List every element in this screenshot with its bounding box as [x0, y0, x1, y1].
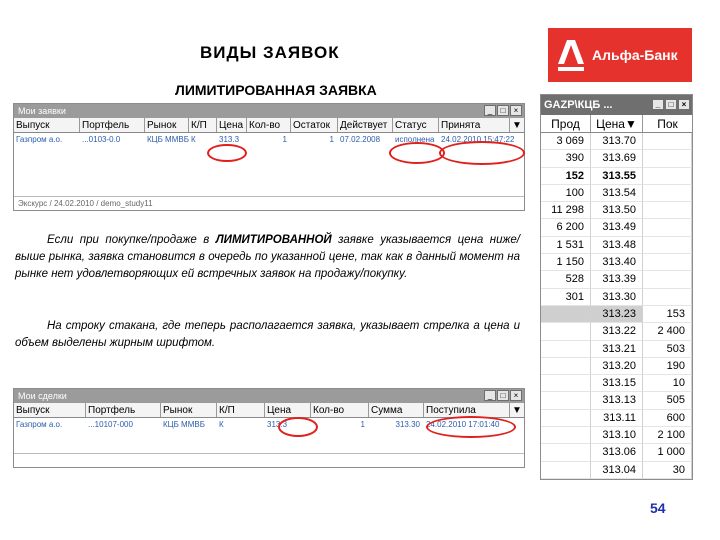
order-book-row[interactable] — [541, 150, 692, 167]
trades-statusbar — [14, 453, 524, 467]
maximize-button[interactable]: □ — [497, 105, 509, 116]
order-book-cell-sell: 6 200 — [541, 219, 591, 236]
close-button[interactable]: × — [678, 99, 690, 110]
orders-statusbar: Экскурс / 24.02.2010 / demo_study11 — [14, 196, 524, 210]
page-number: 54 — [650, 500, 666, 516]
minimize-button[interactable]: _ — [484, 105, 496, 116]
col-header[interactable]: К/П — [217, 403, 265, 417]
order-book-row[interactable] — [541, 133, 692, 150]
cell-time: 24.02.2010 17:01:40 — [426, 420, 500, 429]
maximize-button[interactable]: □ — [665, 99, 677, 110]
highlight-ring — [439, 141, 525, 165]
order-book-cell-sell: 1 531 — [541, 237, 591, 254]
col-header[interactable]: Цена — [265, 403, 311, 417]
order-book-cell-sell: 1 150 — [541, 254, 591, 271]
order-book-row[interactable] — [541, 410, 692, 427]
order-book-cell-buy — [643, 150, 692, 167]
order-book-cell-sell: 528 — [541, 271, 591, 288]
order-book-cell-price: 313.40 — [591, 254, 643, 271]
cell: 07.02.2008 — [340, 135, 381, 144]
order-book-cell-buy: 190 — [643, 358, 692, 375]
cell-status: исполнена — [395, 135, 435, 144]
order-book-cell-sell — [541, 306, 591, 323]
orders-window-titlebar[interactable] — [14, 104, 524, 118]
order-book-row[interactable] — [541, 168, 692, 185]
col-header[interactable]: Рынок — [145, 118, 189, 132]
order-book-cell-price: 313.55 — [591, 168, 643, 185]
order-book-cell-sell — [541, 410, 591, 427]
alfa-bank-logo — [548, 28, 692, 82]
col-header-buy[interactable]: Пок — [657, 117, 678, 131]
order-book-row[interactable] — [541, 306, 692, 323]
order-book-rows — [541, 133, 692, 479]
order-book-cell-price: 313.22 — [591, 323, 643, 340]
order-book-cell-buy: 1 000 — [643, 444, 692, 461]
order-book-cell-buy — [643, 168, 692, 185]
col-header[interactable]: Поступила — [424, 403, 510, 417]
col-header[interactable]: Кол-во — [247, 118, 291, 132]
cell: К — [191, 135, 196, 144]
col-header[interactable]: Выпуск — [14, 118, 80, 132]
order-book-cell-buy: 153 — [643, 306, 692, 323]
order-book-row[interactable] — [541, 462, 692, 479]
cell: 1 — [360, 420, 365, 429]
order-book-row[interactable] — [541, 219, 692, 236]
order-book-cell-sell: 100 — [541, 185, 591, 202]
filter-icon[interactable]: ▼ — [512, 120, 522, 131]
close-button[interactable]: × — [510, 105, 522, 116]
highlight-ring — [278, 417, 318, 437]
col-header-sell[interactable]: Прод — [541, 115, 591, 132]
order-book-row[interactable] — [541, 444, 692, 461]
order-book-cell-buy: 2 400 — [643, 323, 692, 340]
order-book-cell-price: 313.15 — [591, 375, 643, 392]
order-book-row[interactable] — [541, 358, 692, 375]
cell: 313.30 — [395, 420, 420, 429]
cell: 1 — [282, 135, 287, 144]
order-book-cell-sell — [541, 427, 591, 444]
cell: КЦБ ММВБ — [163, 420, 205, 429]
cell: ...0103-0.0 — [82, 135, 121, 144]
col-header[interactable]: Кол-во — [311, 403, 369, 417]
cell-price: 313.3 — [267, 420, 288, 429]
col-header[interactable]: Принята — [439, 118, 510, 132]
col-header[interactable]: Действует — [338, 118, 393, 132]
col-header[interactable]: Портфель — [86, 403, 161, 417]
order-book-cell-buy — [643, 202, 692, 219]
order-book-cell-price: 313.49 — [591, 219, 643, 236]
close-button[interactable]: × — [510, 390, 522, 401]
order-book-cell-buy — [643, 219, 692, 236]
order-book-cell-price: 313.23 — [591, 306, 643, 323]
order-book-cell-sell: 152 — [541, 168, 591, 185]
col-header[interactable]: Сумма — [369, 403, 424, 417]
order-book-cell-price: 313.04 — [591, 462, 643, 479]
table-row[interactable] — [14, 133, 524, 146]
order-book-cell-price: 313.30 — [591, 289, 643, 306]
order-book-row[interactable] — [541, 341, 692, 358]
alfa-a-icon — [556, 38, 586, 72]
order-book-cell-price: 313.11 — [591, 410, 643, 427]
order-book-cell-price: 313.39 — [591, 271, 643, 288]
orders-window[interactable] — [13, 103, 525, 211]
order-book-cell-price: 313.48 — [591, 237, 643, 254]
trades-header — [14, 403, 524, 418]
cell: Газпром а.о. — [16, 135, 63, 144]
order-book-row[interactable] — [541, 185, 692, 202]
highlight-ring — [207, 144, 247, 162]
order-book-cell-buy — [643, 237, 692, 254]
cell: 1 — [329, 135, 334, 144]
order-book-cell-sell — [541, 462, 591, 479]
order-book-cell-sell: 11 298 — [541, 202, 591, 219]
order-book-cell-buy: 10 — [643, 375, 692, 392]
order-book-window[interactable] — [540, 94, 693, 480]
order-book-cell-price: 313.70 — [591, 133, 643, 150]
order-book-header — [541, 115, 692, 133]
cell: ...10107-000 — [88, 420, 133, 429]
orders-window-title: Мои заявки — [18, 106, 66, 116]
order-book-cell-buy — [643, 185, 692, 202]
order-book-cell-sell — [541, 392, 591, 409]
maximize-button[interactable]: □ — [497, 390, 509, 401]
order-book-cell-sell — [541, 444, 591, 461]
order-book-cell-price: 313.10 — [591, 427, 643, 444]
order-book-cell-buy: 503 — [643, 341, 692, 358]
text: заявке указывается цена ниже/выше рынка, заявка становится в очередь по указанной цене, так как в данный момент на рынке нет удовлетворяющих ей встречных заявок на продажу/покупку. — [15, 234, 520, 280]
col-header[interactable]: Выпуск — [14, 403, 86, 417]
minimize-button[interactable]: _ — [484, 390, 496, 401]
order-book-row[interactable] — [541, 392, 692, 409]
order-book-titlebar[interactable] — [541, 95, 692, 115]
order-book-row[interactable] — [541, 254, 692, 271]
cell-time: 24.02.2010 15:47:22 — [441, 135, 515, 144]
col-header[interactable]: Остаток — [291, 118, 338, 132]
order-book-cell-price: 313.20 — [591, 358, 643, 375]
order-book-row[interactable] — [541, 323, 692, 340]
col-header-price-label: Цена — [596, 117, 625, 131]
order-book-row[interactable] — [541, 271, 692, 288]
order-book-cell-sell — [541, 323, 591, 340]
orders-header — [14, 118, 524, 133]
highlight-ring — [426, 416, 516, 438]
order-book-cell-sell — [541, 375, 591, 392]
paragraph-1 — [15, 232, 520, 283]
filter-icon[interactable]: ▼ — [512, 405, 522, 416]
order-book-cell-sell: 390 — [541, 150, 591, 167]
slide-title: ВИДЫ ЗАЯВОК — [200, 43, 340, 62]
paragraph-2: На строку стакана, где теперь располагается заявка, указывает стрелка а цена и объем выделены жирным шрифтом. — [15, 320, 520, 349]
order-book-row[interactable] — [541, 375, 692, 392]
sort-arrow-icon: ▼ — [624, 117, 637, 131]
order-book-cell-buy: 600 — [643, 410, 692, 427]
col-header-price[interactable] — [591, 115, 643, 132]
order-book-cell-buy: 505 — [643, 392, 692, 409]
order-book-cell-price: 313.06 — [591, 444, 643, 461]
col-header[interactable]: Статус — [393, 118, 439, 132]
col-header[interactable]: Портфель — [80, 118, 145, 132]
cell: КЦБ ММВБ — [147, 135, 189, 144]
order-book-cell-buy — [643, 133, 692, 150]
order-book-cell-price: 313.69 — [591, 150, 643, 167]
slide-subtitle: ЛИМИТИРОВАННАЯ ЗАЯВКА — [175, 82, 377, 98]
minimize-button[interactable]: _ — [652, 99, 664, 110]
trades-window[interactable] — [13, 388, 525, 468]
logo-text: Альфа-Банк — [592, 47, 678, 63]
order-book-cell-buy: 2 100 — [643, 427, 692, 444]
cell: К — [219, 420, 224, 429]
col-header[interactable]: Цена — [217, 118, 247, 132]
order-book-cell-sell: 301 — [541, 289, 591, 306]
cell-price: 313.3 — [219, 135, 240, 144]
order-book-cell-sell: 3 069 — [541, 133, 591, 150]
order-book-cell-price: 313.50 — [591, 202, 643, 219]
order-book-row[interactable] — [541, 289, 692, 306]
order-book-title: GAZP\КЦБ ... — [544, 99, 613, 111]
col-header[interactable]: Рынок — [161, 403, 217, 417]
order-book-row[interactable] — [541, 237, 692, 254]
order-book-cell-sell — [541, 341, 591, 358]
order-book-row[interactable] — [541, 427, 692, 444]
text: Если при покупке/продаже в — [47, 234, 216, 246]
order-book-cell-buy: 30 — [643, 462, 692, 479]
cell: Газпром а.о. — [16, 420, 63, 429]
order-book-row[interactable] — [541, 202, 692, 219]
order-book-cell-price: 313.54 — [591, 185, 643, 202]
order-book-cell-sell — [541, 358, 591, 375]
text-bold: ЛИМИТИРОВАННОЙ — [215, 234, 332, 246]
col-header[interactable]: К/П — [189, 118, 217, 132]
order-book-cell-buy — [643, 254, 692, 271]
highlight-ring — [389, 142, 445, 164]
order-book-cell-buy — [643, 271, 692, 288]
trades-window-titlebar[interactable] — [14, 389, 524, 403]
order-book-cell-price: 313.21 — [591, 341, 643, 358]
trades-window-title: Мои сделки — [18, 391, 67, 401]
order-book-cell-buy — [643, 289, 692, 306]
order-book-cell-price: 313.13 — [591, 392, 643, 409]
